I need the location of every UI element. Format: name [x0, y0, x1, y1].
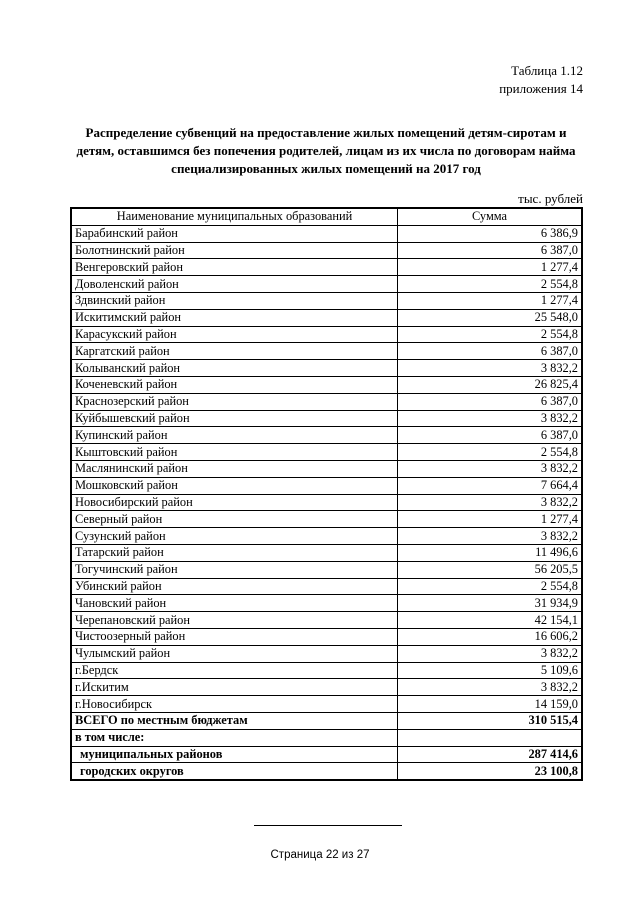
municipality-name: Сузунский район — [71, 528, 398, 545]
municipality-name: Мошковский район — [71, 477, 398, 494]
municipality-sum: 16 606,2 — [398, 628, 583, 645]
municipality-sum: 3 832,2 — [398, 679, 583, 696]
table-row — [71, 343, 582, 360]
municipality-name: г.Новосибирск — [71, 696, 398, 713]
page-number: Страница 22 из 27 — [270, 849, 370, 861]
municipality-sum: 3 832,2 — [398, 410, 583, 427]
total-label: ВСЕГО по местным бюджетам — [71, 712, 398, 729]
table-row — [71, 292, 582, 309]
municipality-sum: 1 277,4 — [398, 259, 583, 276]
table-row — [71, 628, 582, 645]
table-row — [71, 309, 582, 326]
subvention-table — [70, 207, 583, 781]
table-row — [71, 612, 582, 629]
municipality-name: Колыванский район — [71, 360, 398, 377]
municipality-sum: 6 387,0 — [398, 427, 583, 444]
column-header-name: Наименование муниципальных образований — [71, 208, 398, 225]
municipality-name: Каргатский район — [71, 343, 398, 360]
urban-districts-label: городских округов — [71, 763, 398, 780]
municipality-sum: 2 554,8 — [398, 444, 583, 461]
municipality-sum: 6 386,9 — [398, 225, 583, 242]
table-row — [71, 511, 582, 528]
municipality-name: Краснозерский район — [71, 393, 398, 410]
municipality-sum: 26 825,4 — [398, 376, 583, 393]
municipality-sum: 5 109,6 — [398, 662, 583, 679]
urban-districts-row — [71, 763, 582, 780]
table-row — [71, 259, 582, 276]
municipality-sum: 11 496,6 — [398, 544, 583, 561]
document-title: Распределение субвенций на предоставление жилых помещений детям-сиротам и детям, оставшимся без попечения родителей, лицам из их числа по договорам найма специализированных жилых помещений на 2017 год — [76, 125, 576, 176]
municipality-sum: 2 554,8 — [398, 326, 583, 343]
municipality-name: Татарский район — [71, 544, 398, 561]
table-row — [71, 645, 582, 662]
table-row — [71, 225, 582, 242]
municipality-sum: 2 554,8 — [398, 276, 583, 293]
table-row — [71, 460, 582, 477]
table-row — [71, 561, 582, 578]
municipality-name: Болотнинский район — [71, 242, 398, 259]
table-reference: Таблица 1.12 — [511, 63, 583, 78]
table-header-row — [71, 208, 582, 225]
municipality-sum: 25 548,0 — [398, 309, 583, 326]
table-row — [71, 326, 582, 343]
table-row — [71, 393, 582, 410]
municipality-name: Чистоозерный район — [71, 628, 398, 645]
municipality-name: Тогучинский район — [71, 561, 398, 578]
footer-divider — [254, 825, 402, 826]
table-row — [71, 578, 582, 595]
municipality-name: Коченевский район — [71, 376, 398, 393]
table-row — [71, 494, 582, 511]
table-row — [71, 679, 582, 696]
municipality-sum: 3 832,2 — [398, 460, 583, 477]
including-sum — [398, 729, 583, 746]
municipality-sum: 6 387,0 — [398, 242, 583, 259]
table-row — [71, 696, 582, 713]
municipality-name: г.Бердск — [71, 662, 398, 679]
municipality-sum: 3 832,2 — [398, 360, 583, 377]
municipal-districts-sum: 287 414,6 — [398, 746, 583, 763]
municipality-sum: 14 159,0 — [398, 696, 583, 713]
municipality-name: г.Искитим — [71, 679, 398, 696]
table-row — [71, 276, 582, 293]
table-row — [71, 360, 582, 377]
municipality-name: Убинский район — [71, 578, 398, 595]
total-sum: 310 515,4 — [398, 712, 583, 729]
municipality-name: Черепановский район — [71, 612, 398, 629]
municipality-name: Доволенский район — [71, 276, 398, 293]
including-row — [71, 729, 582, 746]
table-row — [71, 376, 582, 393]
municipality-name: Карасукский район — [71, 326, 398, 343]
table-row — [71, 662, 582, 679]
municipality-name: Куйбышевский район — [71, 410, 398, 427]
municipality-sum: 1 277,4 — [398, 511, 583, 528]
including-label: в том числе: — [71, 729, 398, 746]
municipality-name: Купинский район — [71, 427, 398, 444]
municipal-districts-label: муниципальных районов — [71, 746, 398, 763]
municipality-name: Новосибирский район — [71, 494, 398, 511]
municipality-sum: 7 664,4 — [398, 477, 583, 494]
municipality-name: Маслянинский район — [71, 460, 398, 477]
municipal-districts-row — [71, 746, 582, 763]
municipality-sum: 31 934,9 — [398, 595, 583, 612]
municipality-sum: 3 832,2 — [398, 528, 583, 545]
municipality-sum: 3 832,2 — [398, 645, 583, 662]
municipality-name: Барабинский район — [71, 225, 398, 242]
table-row — [71, 477, 582, 494]
table-row — [71, 528, 582, 545]
table-row — [71, 595, 582, 612]
total-row — [71, 712, 582, 729]
municipality-sum: 42 154,1 — [398, 612, 583, 629]
municipality-name: Чулымский район — [71, 645, 398, 662]
municipality-name: Искитимский район — [71, 309, 398, 326]
table-row — [71, 444, 582, 461]
table-row — [71, 410, 582, 427]
municipality-sum: 2 554,8 — [398, 578, 583, 595]
municipality-sum: 6 387,0 — [398, 393, 583, 410]
municipality-sum: 1 277,4 — [398, 292, 583, 309]
unit-label: тыс. рублей — [518, 191, 583, 206]
municipality-sum: 6 387,0 — [398, 343, 583, 360]
municipality-sum: 56 205,5 — [398, 561, 583, 578]
urban-districts-sum: 23 100,8 — [398, 763, 583, 780]
municipality-name: Венгеровский район — [71, 259, 398, 276]
municipality-name: Здвинский район — [71, 292, 398, 309]
column-header-sum: Сумма — [398, 208, 583, 225]
municipality-sum: 3 832,2 — [398, 494, 583, 511]
appendix-reference: приложения 14 — [499, 81, 583, 96]
table-row — [71, 242, 582, 259]
municipality-name: Кыштовский район — [71, 444, 398, 461]
table-row — [71, 544, 582, 561]
municipality-name: Северный район — [71, 511, 398, 528]
municipality-name: Чановский район — [71, 595, 398, 612]
table-row — [71, 427, 582, 444]
